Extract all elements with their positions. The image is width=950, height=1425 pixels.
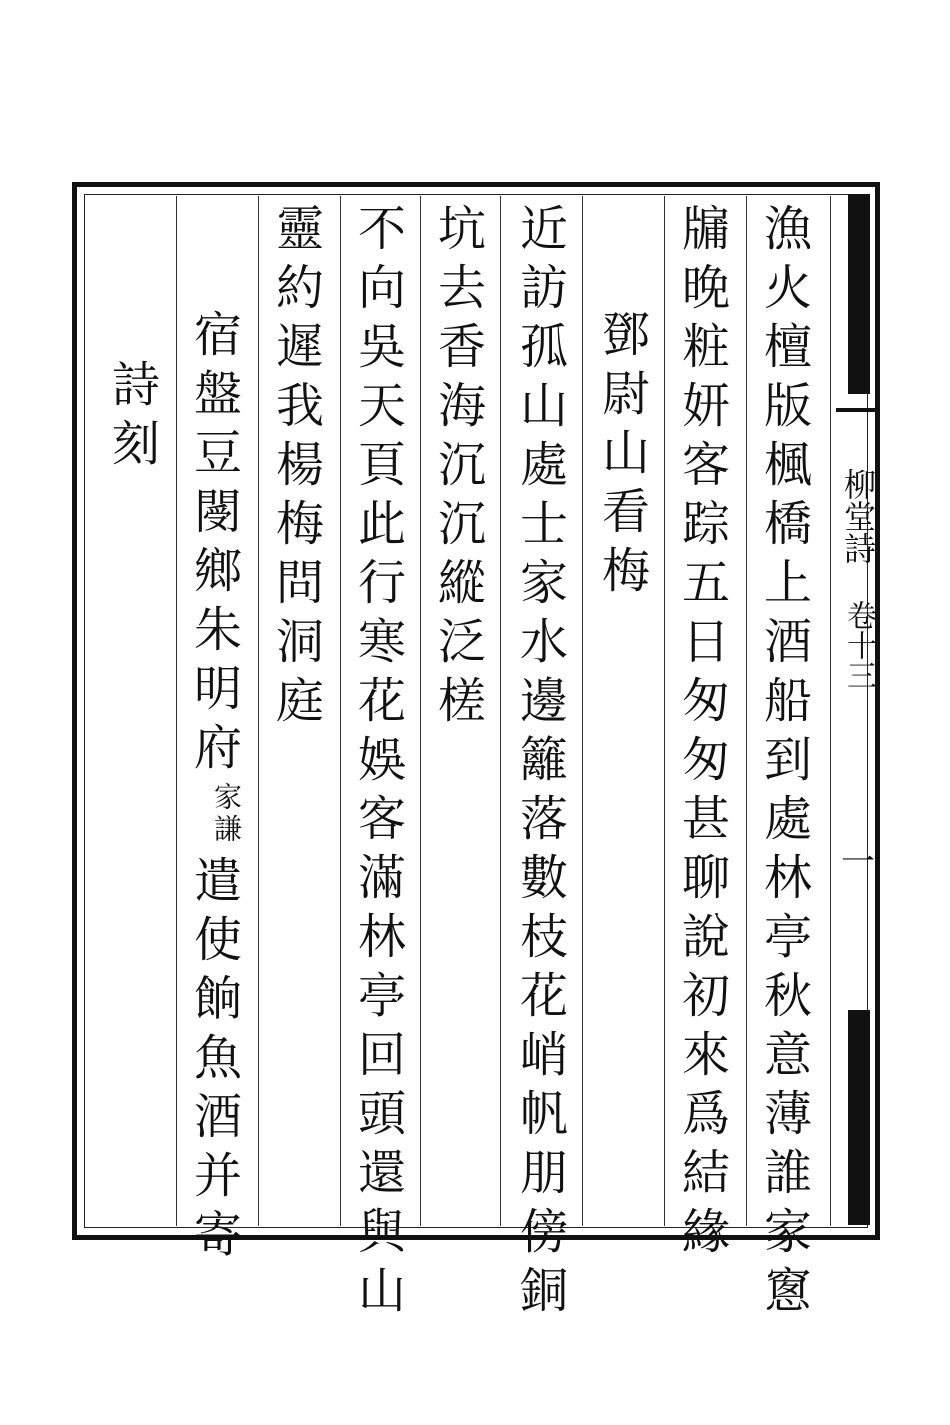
glyph: 鄧 <box>601 307 650 363</box>
glyph: 船 <box>763 673 812 729</box>
glyph: 妍 <box>681 378 730 434</box>
glyph: 不 <box>357 201 406 257</box>
glyph: 府 <box>193 720 242 776</box>
glyph: 版 <box>763 378 812 434</box>
glyph: 意 <box>763 1027 812 1083</box>
glyph: 粧 <box>681 319 730 375</box>
glyph: 約 <box>275 260 324 316</box>
glyph: 庭 <box>275 673 324 729</box>
glyph: 山 <box>357 1263 406 1319</box>
glyph: 坑 <box>437 201 486 257</box>
glyph: 銅 <box>519 1263 568 1319</box>
glyph: 山 <box>601 425 650 481</box>
text-column-2 <box>670 200 742 1262</box>
glyph: 楓 <box>763 437 812 493</box>
glyph: 家 <box>763 1204 812 1260</box>
glyph: 花 <box>357 673 406 729</box>
glyph: 山 <box>519 378 568 434</box>
text-column-5 <box>426 200 498 731</box>
banxin-text <box>838 468 878 884</box>
glyph: 頭 <box>357 1086 406 1142</box>
glyph: 還 <box>357 1145 406 1201</box>
glyph: 看 <box>601 484 650 540</box>
glyph: 亭 <box>763 909 812 965</box>
glyph: 靈 <box>275 201 324 257</box>
glyph: 遣 <box>193 853 242 909</box>
poem-title-column-3 <box>100 356 172 474</box>
glyph: 槎 <box>437 673 486 729</box>
glyph: 海 <box>437 378 486 434</box>
glyph: 閿 <box>193 484 242 540</box>
glyph: 林 <box>763 850 812 906</box>
glyph: 寒 <box>357 614 406 670</box>
title-part-a <box>188 306 248 778</box>
glyph: 我 <box>275 378 324 434</box>
glyph: 遲 <box>275 319 324 375</box>
column-rule <box>664 196 665 1226</box>
glyph: 踪 <box>681 496 730 552</box>
glyph: 縱 <box>437 555 486 611</box>
glyph: 結 <box>681 1145 730 1201</box>
glyph: 亭 <box>357 968 406 1024</box>
glyph: 酒 <box>193 1089 242 1145</box>
text-column-6 <box>346 200 418 1321</box>
column-rule <box>176 196 177 1226</box>
glyph: 士 <box>519 496 568 552</box>
glyph: 漁 <box>763 201 812 257</box>
column-rule <box>830 196 831 1226</box>
poem-title-column <box>590 306 662 601</box>
glyph: 鄉 <box>193 543 242 599</box>
glyph: 洞 <box>275 614 324 670</box>
glyph: 去 <box>437 260 486 316</box>
column-rule <box>340 196 341 1226</box>
glyph: 回 <box>357 1027 406 1083</box>
glyph: 尉 <box>601 366 650 422</box>
text-column-4 <box>508 200 580 1321</box>
glyph: 處 <box>519 437 568 493</box>
glyph: 秋 <box>763 968 812 1024</box>
glyph: 明 <box>193 661 242 717</box>
glyph: 向 <box>357 260 406 316</box>
glyph: 與 <box>357 1204 406 1260</box>
glyph: 訪 <box>519 260 568 316</box>
banxin-title: 柳堂詩 <box>839 468 877 564</box>
glyph: 沉 <box>437 437 486 493</box>
glyph: 盤 <box>193 366 242 422</box>
glyph: 甚 <box>681 791 730 847</box>
glyph: 林 <box>357 909 406 965</box>
glyph: 魚 <box>193 1030 242 1086</box>
banxin-juan: 卷十三 <box>841 600 876 690</box>
glyph: 帆 <box>519 1086 568 1142</box>
glyph: 枝 <box>519 909 568 965</box>
glyph: 聊 <box>681 850 730 906</box>
glyph: 頁 <box>357 437 406 493</box>
glyph: 日 <box>681 614 730 670</box>
glyph: 豆 <box>193 425 242 481</box>
glyph: 峭 <box>519 1027 568 1083</box>
glyph: 處 <box>763 791 812 847</box>
glyph: 吳 <box>357 319 406 375</box>
poem-title-column-2 <box>182 306 254 1265</box>
glyph: 五 <box>681 555 730 611</box>
glyph: 邊 <box>519 673 568 729</box>
glyph: 花 <box>519 968 568 1024</box>
glyph: 泛 <box>437 614 486 670</box>
glyph: 使 <box>193 912 242 968</box>
glyph: 問 <box>275 555 324 611</box>
column-rule <box>420 196 421 1226</box>
glyph: 水 <box>519 614 568 670</box>
glyph: 客 <box>681 437 730 493</box>
glyph: 朱 <box>193 602 242 658</box>
glyph: 檀 <box>763 319 812 375</box>
glyph: 孤 <box>519 319 568 375</box>
glyph: 香 <box>437 319 486 375</box>
glyph: 數 <box>519 850 568 906</box>
glyph: 近 <box>519 201 568 257</box>
text-column-7 <box>264 200 336 731</box>
glyph: 到 <box>763 732 812 788</box>
glyph: 落 <box>519 791 568 847</box>
glyph: 橋 <box>763 496 812 552</box>
glyph: 匆 <box>681 732 730 788</box>
glyph: 爲 <box>681 1086 730 1142</box>
glyph: 行 <box>357 555 406 611</box>
glyph: 薄 <box>763 1086 812 1142</box>
glyph: 宿 <box>193 307 242 363</box>
glyph: 火 <box>763 260 812 316</box>
glyph: 刻 <box>111 416 160 472</box>
glyph: 并 <box>193 1148 242 1204</box>
glyph: 楊 <box>275 437 324 493</box>
glyph: 朋 <box>519 1145 568 1201</box>
glyph: 誰 <box>763 1145 812 1201</box>
glyph: 寄 <box>193 1207 242 1263</box>
text-column-1 <box>752 200 824 1321</box>
glyph: 客 <box>357 791 406 847</box>
glyph: 來 <box>681 1027 730 1083</box>
fishtail-top-block <box>848 194 870 394</box>
interlinear-note: 家謙 <box>210 782 243 846</box>
column-rule <box>500 196 501 1226</box>
glyph: 娛 <box>357 732 406 788</box>
glyph: 窻 <box>763 1263 812 1319</box>
glyph: 此 <box>357 496 406 552</box>
glyph: 家 <box>519 555 568 611</box>
glyph: 初 <box>681 968 730 1024</box>
glyph: 緣 <box>681 1204 730 1260</box>
glyph: 牖 <box>681 201 730 257</box>
fishtail-line <box>836 408 880 412</box>
glyph: 晚 <box>681 260 730 316</box>
glyph: 沉 <box>437 496 486 552</box>
glyph: 上 <box>763 555 812 611</box>
glyph: 詩 <box>111 357 160 413</box>
column-rule <box>258 196 259 1226</box>
banxin-page: 一 <box>841 842 875 882</box>
glyph: 滿 <box>357 850 406 906</box>
glyph: 天 <box>357 378 406 434</box>
glyph: 酒 <box>763 614 812 670</box>
column-rule <box>746 196 747 1226</box>
title-part-b <box>188 852 248 1265</box>
glyph: 匆 <box>681 673 730 729</box>
glyph: 說 <box>681 909 730 965</box>
glyph: 籬 <box>519 732 568 788</box>
glyph: 餉 <box>193 971 242 1027</box>
glyph: 傍 <box>519 1204 568 1260</box>
glyph: 梅 <box>601 543 650 599</box>
glyph: 梅 <box>275 496 324 552</box>
fishtail-bottom-block <box>848 1010 870 1225</box>
column-rule <box>582 196 583 1226</box>
